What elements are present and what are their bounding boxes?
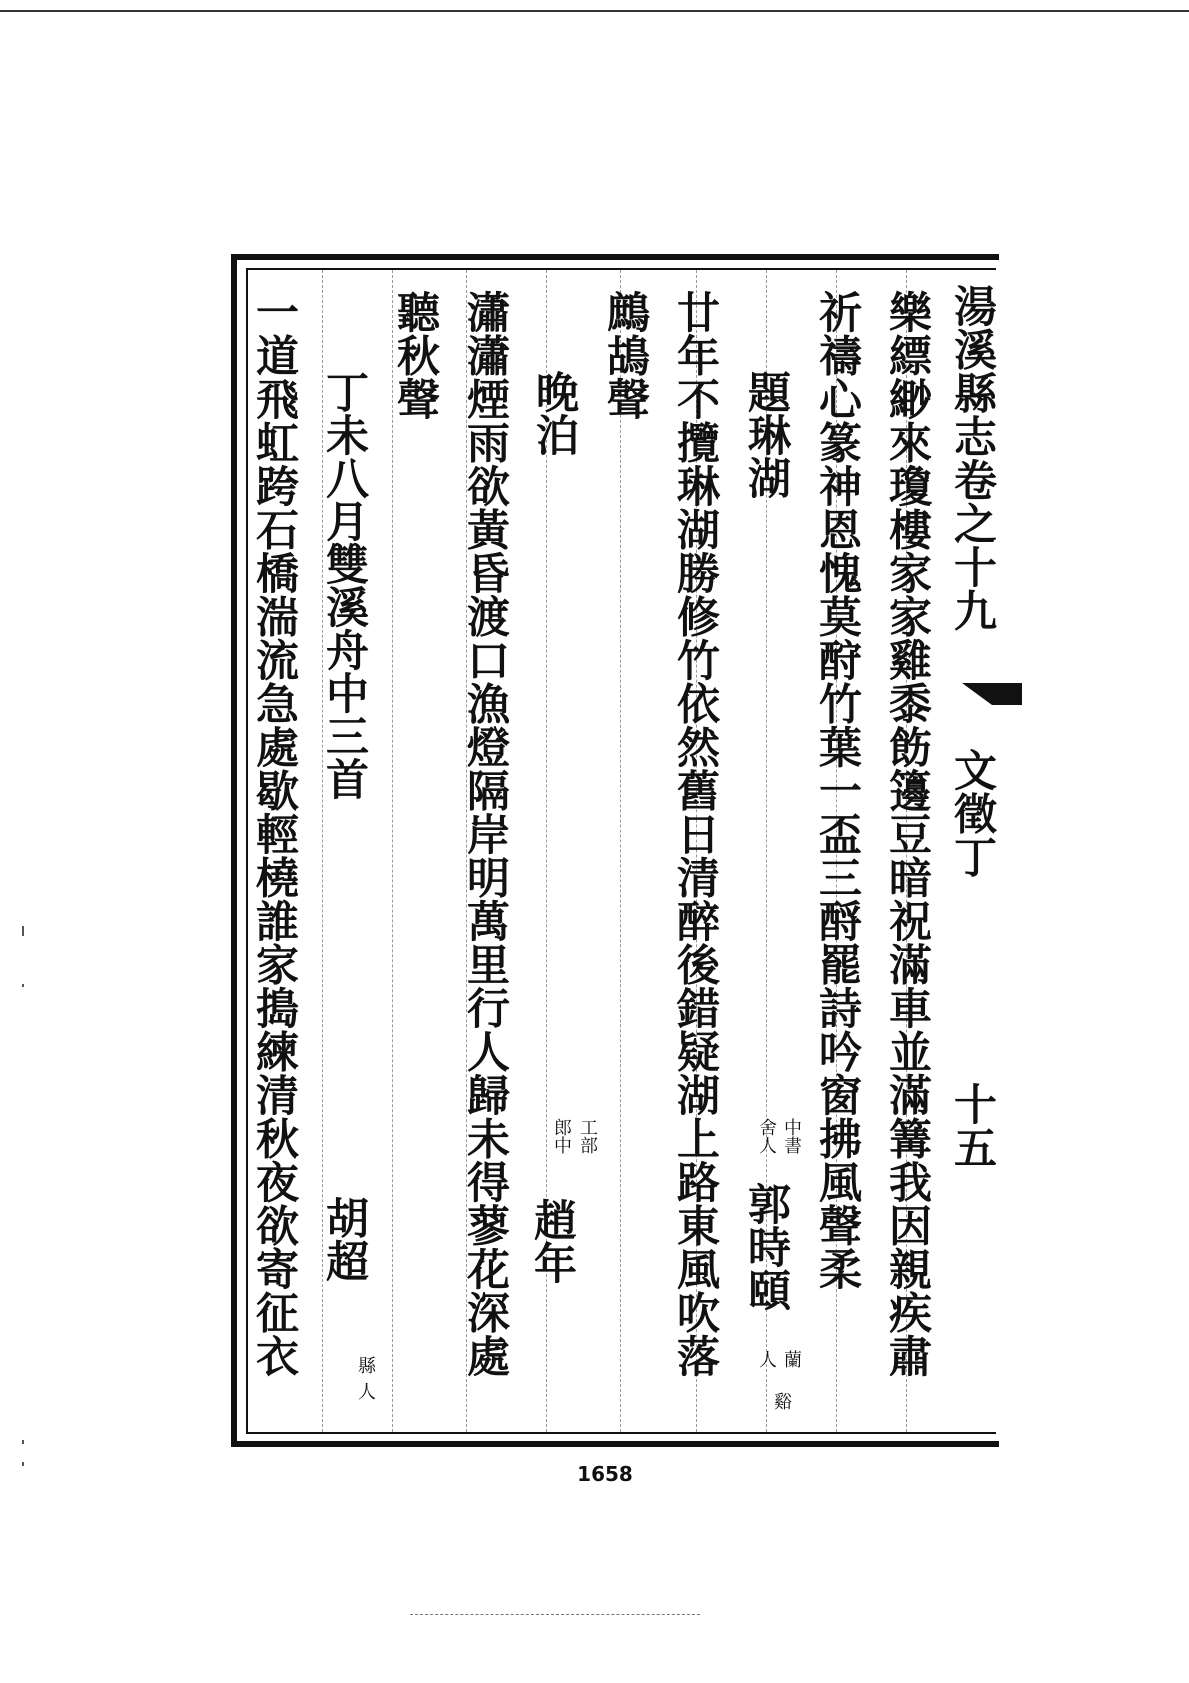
scan-tick [22,1440,24,1444]
text-column-8: 聽秋聲 [390,290,440,421]
fold-marker-icon [962,683,1022,705]
volume-title: 湯溪縣志卷之十九 [947,284,997,632]
poem-title-2: 晚泊 [529,370,579,456]
author-origin-3b: 人 [355,1382,376,1400]
scan-tick [22,984,24,987]
section-title: 文徵丁 [947,748,997,879]
text-column-7: 瀟瀟煙雨欲黃昏渡口漁燈隔岸明萬里行人歸未得蓼花深處 [460,290,510,1378]
scan-top-rule [0,10,1189,12]
poem-title-3: 丁未八月雙溪舟中三首 [319,370,369,800]
author-origin-1a: 蘭 [781,1350,802,1368]
author-office-line-2: 舍人 [756,1118,777,1154]
scan-edge-mark [410,1614,700,1615]
author-origin-1c: 人 [756,1350,777,1368]
author-office-line-1: 中書 [781,1118,802,1154]
author-office-line-4: 郎中 [551,1118,572,1154]
author-origin-3a: 縣 [355,1356,376,1374]
author-office-line-3: 工部 [577,1118,598,1154]
column-rule [392,270,393,1432]
author-name-2: 趙年 [527,1198,577,1284]
text-column-5: 鷓鴣聲 [600,290,650,421]
author-origin-1b: 谿 [771,1392,792,1410]
page-number: 1658 [577,1462,633,1486]
author-name-3: 胡超 [319,1196,369,1282]
text-column-1: 樂縹緲來瓊樓家家雞黍飭籩豆暗祝滿車並滿篝我因親疾肅 [882,290,932,1378]
scan-tick [22,1462,24,1466]
text-column-2: 祈禱心篆神恩愧莫酧竹葉一盃三酹罷詩吟窗拂風聲柔 [812,290,862,1291]
text-column-10: 一道飛虹跨石橋湍流急處歇輕橈誰家搗練清秋夜欲寄征衣 [249,290,299,1378]
text-column-4: 廿年不攬琳湖勝修竹依然舊日清醉後錯疑湖上路東風吹落 [670,290,720,1378]
author-name-1: 郭時頤 [741,1182,791,1311]
poem-title-1: 題琳湖 [741,370,791,499]
leaf-number: 十五 [947,1082,997,1169]
scan-tick [22,926,24,936]
column-rule [620,270,621,1432]
